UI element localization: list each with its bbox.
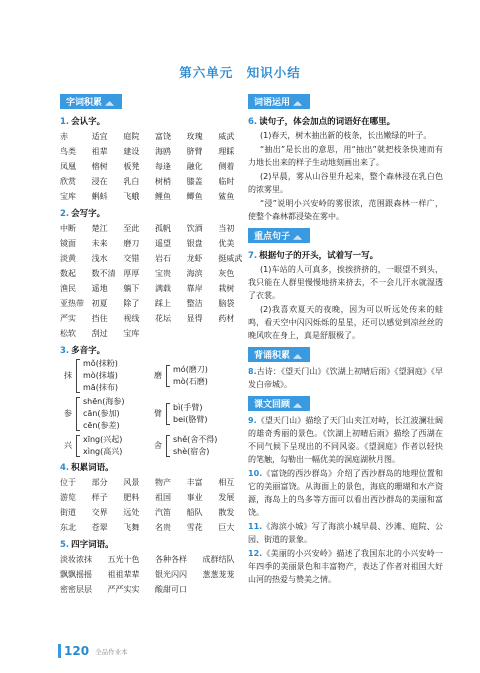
q6-sentence-2: (2)早晨，雾从山谷里升起来，整个森林浸在乳白色的浓雾里。 [248, 172, 443, 194]
section-banner-usage: 词语运用 ◢◣ [248, 94, 310, 109]
word-item: 榕树 [91, 162, 108, 171]
q8-text: 8.古诗：《望天门山》《饮湖上初晴后雨》《望洞庭》《早发白帝城》。 [248, 367, 443, 389]
q9-text: 9.《望天门山》描绘了天门山夹江对峙，长江波澜壮阔的雄奇秀丽的景色。《饮湖上初晴后雨》描绘了西湖在不同气候下呈现出的不同风姿。《望洞庭》作者以轻快的笔触，勾勒出一幅优美的洞庭湖秋月图。 [248, 416, 443, 464]
word-item: 游览 [60, 493, 76, 502]
word-item: 遥望 [154, 239, 171, 248]
word-item: 酸甜可口 [155, 585, 187, 594]
word-item: 东北 [60, 523, 76, 532]
word-item: 成群结队 [202, 555, 235, 564]
polyphone-char: 参 [64, 409, 72, 418]
q2-heading: 2. 会写字。 [60, 209, 106, 219]
word-item: 欣赏 [60, 177, 76, 186]
word-item: 海鸥 [154, 147, 171, 156]
word-item: 祖国 [154, 493, 171, 502]
q7-heading: 7. 根据句子的开头，试着写一写。 [248, 251, 379, 261]
brace-mark [76, 397, 80, 431]
word-item: 建设 [123, 147, 140, 156]
word-item: 海滨 [186, 269, 203, 278]
q6-explanation-2: “浸”说明小兴安岭的雾很浓，范围跟森林一样广，使整个森林都浸染在雾中。 [248, 199, 443, 221]
word-item: 巨大 [218, 523, 235, 532]
word-item: 岩石 [154, 254, 171, 263]
word-item: 汽笛 [154, 508, 171, 517]
word-item: 雪花 [186, 523, 203, 532]
word-item: 适宜 [91, 132, 108, 141]
pronunciation-option: bei(胳臂) [173, 415, 208, 424]
polyphone-row [64, 396, 250, 432]
pronunciation-option: shè(宿舍) [173, 447, 210, 456]
word-item: 踩上 [154, 299, 171, 308]
word-item: 蝌蚪 [91, 192, 108, 201]
word-item: 未来 [91, 239, 108, 248]
word-item: 威武 [218, 132, 235, 141]
word-item: 飘飘摇摇 [60, 570, 92, 579]
q7-answer-2: (2)我喜欢夏天的夜晚，因为可以听远处传来的蛙鸣，看天空中闪闪烁烁的星星，还可以感觉到凉丝丝的晚风吹在身上，真是舒服极了。 [248, 305, 443, 340]
q12-text: 12.《美丽的小兴安岭》描述了我国东北的小兴安岭一年四季的美丽景色和丰富物产，表达了作者对祖国大好山河的热爱与赞美之情。 [248, 549, 443, 584]
q6-explanation-1: “抽出”是长出的意思，用“抽出”就把枝条快速而有力地长出来的样子生动地刻画出来了。 [248, 145, 443, 167]
word-item: 密密层层 [60, 585, 92, 594]
pronunciation-option: mò(抹墙) [83, 371, 118, 380]
word-item: 赤 [60, 132, 68, 141]
word-item: 挡住 [91, 314, 108, 323]
pronunciation-option: shēn(海参) [83, 397, 125, 406]
word-item: 部分 [91, 478, 108, 487]
footer-book-title: 全品作业本 [95, 647, 128, 656]
word-item: 花坛 [154, 314, 171, 323]
word-item: 镜面 [60, 239, 76, 248]
word-item: 苍翠 [91, 523, 108, 532]
section-banner-recite: 背诵积累 ◢◣ [248, 347, 310, 362]
word-item: 丰富 [186, 478, 203, 487]
word-item: 严实 [60, 314, 76, 323]
polyphone-item [64, 358, 154, 394]
word-item: 鲤鱼 [154, 192, 171, 201]
word-item: 龙虾 [186, 254, 203, 263]
word-item: 淡妆浓抹 [60, 555, 92, 564]
word-item: 遥地 [91, 284, 108, 293]
pronunciation-option: mó(磨刀) [173, 365, 208, 374]
word-item: 满载 [154, 284, 171, 293]
pronunciation-option: cān(参加) [83, 409, 120, 418]
word-item: 脑袋 [218, 299, 235, 308]
left-column [60, 90, 250, 597]
word-item: 显得 [186, 314, 203, 323]
word-item: 刮过 [91, 329, 108, 338]
word-item: 鲫鱼 [186, 192, 203, 201]
word-item: 临时 [218, 177, 235, 186]
word-item: 名贵 [154, 523, 171, 532]
section-banner-vocab: 字词积累 ◢◣ [60, 94, 122, 109]
word-item: 数不清 [91, 269, 116, 278]
brace-mark [166, 403, 170, 425]
word-item: 侧着 [218, 162, 235, 171]
word-item: 物产 [154, 478, 171, 487]
polyphone-item [64, 396, 154, 432]
word-item: 事业 [186, 493, 203, 502]
pronunciation-option: mā(抹布) [83, 383, 118, 392]
brace-mark [76, 435, 80, 457]
polyphone-item [154, 358, 244, 394]
word-item: 庭院 [123, 132, 140, 141]
q3-heading: 3. 多音字。 [60, 346, 106, 356]
word-item: 厚厚 [123, 269, 140, 278]
word-item: 银盘 [186, 239, 203, 248]
word-item: 宝库 [60, 192, 76, 201]
word-item: 淡黄 [60, 254, 76, 263]
word-item: 宝库 [123, 329, 140, 338]
brace-mark [166, 435, 170, 457]
word-item: 鲨鱼 [218, 192, 235, 201]
polyphone-char: 兴 [64, 441, 72, 450]
word-item: 饮酒 [186, 224, 203, 233]
word-item: 磨刀 [123, 239, 140, 248]
polyphone-char: 磨 [154, 371, 162, 380]
word-item: 躺下 [123, 284, 140, 293]
word-item: 挺威武 [218, 254, 243, 263]
word-item: 葱葱茏茏 [202, 570, 235, 579]
word-item: 银光闪闪 [155, 570, 187, 579]
polyphone-row [64, 358, 250, 394]
q1-heading: 1. 会认字。 [60, 117, 106, 127]
word-item: 肥料 [123, 493, 140, 502]
word-item: 五光十色 [107, 555, 140, 564]
pronunciation-option: shě(舍不得) [173, 435, 218, 444]
word-item: 栽树 [218, 284, 235, 293]
word-item: 融化 [186, 162, 203, 171]
word-item: 靠岸 [186, 284, 203, 293]
pronunciation-option: xìng(高兴) [83, 447, 123, 456]
q4-heading: 4. 积累词语。 [60, 463, 114, 473]
word-item: 树梢 [154, 177, 171, 186]
word-item: 风景 [123, 478, 140, 487]
word-item: 视线 [123, 314, 140, 323]
polyphone-char: 抹 [64, 371, 72, 380]
word-item: 初夏 [91, 299, 108, 308]
pronunciation-option: bì(手臂) [173, 403, 203, 412]
word-item: 优美 [218, 239, 235, 248]
word-item: 街道 [60, 508, 76, 517]
word-item: 相互 [218, 478, 235, 487]
section-banner-review: 课文回顾 ◢◣ [248, 396, 310, 411]
polyphone-item [64, 434, 154, 458]
word-item: 浸在 [91, 177, 108, 186]
word-item: 至此 [123, 224, 140, 233]
q5-heading: 5. 四字词语。 [60, 540, 114, 550]
word-item: 数起 [60, 269, 76, 278]
q10-text: 10.《富饶的西沙群岛》介绍了西沙群岛的地理位置和它的美丽富饶。从海面上的景色，海底的珊瑚和水产资源，海岛上的鸟多等方面可以看出西沙群岛的美丽和富饶。 [248, 469, 443, 517]
page-footer [58, 644, 128, 658]
word-item: 药材 [218, 314, 235, 323]
word-item: 玫瑰 [186, 132, 203, 141]
word-item: 浅水 [91, 254, 108, 263]
section-banner-key-sentences: 重点句子 ◢◣ [248, 228, 310, 243]
q2-word-grid [60, 221, 250, 341]
q6-heading: 6. 读句子，体会加点的词语好在哪里。 [248, 117, 396, 127]
word-item: 乳白 [123, 177, 140, 186]
footer-accent-bar [58, 644, 61, 658]
word-item: 板凳 [123, 162, 140, 171]
word-item: 楚江 [91, 224, 108, 233]
word-item: 散发 [218, 508, 235, 517]
word-item: 凤凰 [60, 162, 76, 171]
word-item: 亚热带 [60, 299, 84, 308]
right-column [248, 90, 443, 587]
q5-word-grid [60, 552, 250, 597]
word-item: 发展 [218, 493, 235, 502]
brace-mark [166, 365, 170, 387]
pronunciation-option: mǒ(抹粉) [83, 359, 118, 368]
word-item: 各种各样 [155, 555, 187, 564]
polyphone-item [154, 434, 244, 458]
word-item: 样子 [91, 493, 108, 502]
word-item: 脐臂 [186, 147, 203, 156]
word-item: 渔民 [60, 284, 76, 293]
word-item: 祖辈 [91, 147, 108, 156]
word-item: 松软 [60, 329, 76, 338]
page-number: 120 [64, 644, 90, 658]
pronunciation-option: cēn(参差) [83, 421, 120, 430]
word-item: 飞蛾 [123, 192, 140, 201]
word-item: 船队 [186, 508, 203, 517]
word-item: 整洁 [186, 299, 203, 308]
polyphone-list [60, 358, 250, 458]
pronunciation-option: xīng(兴起) [83, 435, 123, 444]
q7-answer-1: (1)车站的人可真多，挨挨挤挤的，一眼望不到头，我只能在人群里慢慢地挤来挤去，不一会儿汗水就湿透了衣裳。 [248, 265, 443, 300]
word-item: 宝贵 [154, 269, 171, 278]
q4-word-grid [60, 475, 250, 535]
polyphone-char: 臂 [154, 409, 162, 418]
word-item: 灰色 [218, 269, 235, 278]
word-item: 富饶 [154, 132, 171, 141]
word-item: 交界 [91, 508, 108, 517]
word-item: 严严实实 [107, 585, 140, 594]
brace-mark [76, 359, 80, 393]
word-item: 理睬 [218, 147, 235, 156]
q1-word-grid [60, 129, 250, 204]
word-item: 交错 [123, 254, 140, 263]
polyphone-item [154, 396, 244, 432]
q6-sentence-1: (1)春天，树木抽出新的枝条，长出嫩绿的叶子。 [260, 131, 432, 140]
polyphone-char: 舍 [154, 441, 162, 450]
q11-text: 11.《海滨小城》写了海滨小城早晨、沙滩、庭院、公园、街道的景象。 [248, 522, 443, 544]
word-item: 位于 [60, 478, 76, 487]
word-item: 当初 [218, 224, 235, 233]
page-title: 第六单元 知识小结 [179, 65, 301, 80]
word-item: 飞舞 [123, 523, 140, 532]
word-item: 中断 [60, 224, 76, 233]
word-item: 孤帆 [154, 224, 171, 233]
word-item: 除了 [123, 299, 140, 308]
word-item: 远处 [123, 508, 140, 517]
word-item: 祖祖辈辈 [107, 570, 140, 579]
word-item: 膝盖 [186, 177, 203, 186]
polyphone-row [64, 434, 250, 458]
pronunciation-option: mò(石磨) [173, 377, 208, 386]
word-item: 鸟类 [60, 147, 76, 156]
word-item: 每逢 [154, 162, 171, 171]
